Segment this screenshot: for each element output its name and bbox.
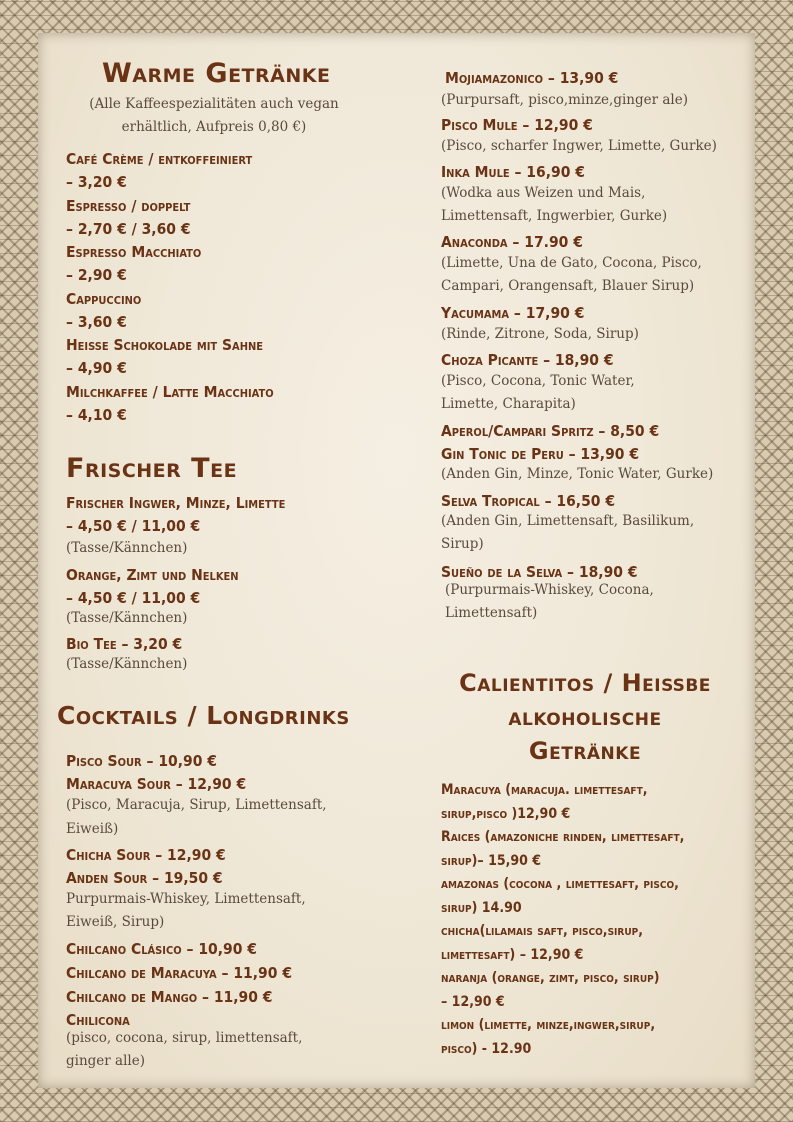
tea-title: Frischer Tee <box>66 453 238 484</box>
cocktail-desc: (Pisco, scharfer Ingwer, Limette, Gurke) <box>441 138 717 154</box>
cocktail-desc: Campari, Orangensaft, Blauer Sirup) <box>441 278 695 294</box>
calientito-line: sirup) 14.90 <box>441 900 522 916</box>
cocktail-desc: (Anden Gin, Limettensaft, Basilikum, <box>441 513 695 529</box>
cocktail-item: Pisco Sour – 10,90 € <box>66 752 217 770</box>
tea-item-3: Bio Tee – 3,20 € <box>66 635 183 653</box>
cocktail-desc: (Wodka aus Weizen und Mais, <box>441 185 646 201</box>
cocktail-desc: Limettensaft, Ingwerbier, Gurke) <box>441 208 668 224</box>
cocktail-item: Gin Tonic de Peru – 13,90 € <box>441 445 640 463</box>
cocktail-item: Chilicona <box>66 1011 130 1029</box>
calientito-line: Maracuya (maracuja. limettesaft, <box>441 782 648 798</box>
tea-item-1-desc: (Tasse/Kännchen) <box>66 540 188 556</box>
cocktail-desc: (Purpurmais-Whiskey, Cocona, <box>445 582 654 598</box>
cocktail-desc: (Rinde, Zitrone, Soda, Sirup) <box>441 326 639 342</box>
warm-item: Milchkaffee / Latte Macchiato <box>66 383 274 401</box>
warm-item: Espresso Macchiato <box>66 243 202 261</box>
cocktails-title: Cocktails / Longdrinks <box>57 701 350 730</box>
warm-item: Heiße Schokolade mit Sahne <box>66 336 264 354</box>
warm-item: Cappuccino <box>66 290 142 308</box>
warm-item: Espresso / doppelt <box>66 197 191 215</box>
cocktail-item: Inka Mule – 16,90 € <box>441 163 585 181</box>
warm-note-line-2: erhältlich, Aufpreis 0,80 €) <box>121 119 307 135</box>
calientito-line: limettesaft) – 12,90 € <box>441 947 584 963</box>
tea-item-2-price: – 4,50 € / 11,00 € <box>66 589 201 607</box>
calientitos-title-line-1: Calientitos / Heißbe <box>459 669 711 697</box>
cocktail-desc: (pisco, cocona, sirup, limettensaft, <box>66 1030 303 1046</box>
cocktail-desc: Limette, Charapita) <box>441 396 576 412</box>
warm-price: – 2,90 € <box>66 266 127 284</box>
calientito-line: sirup,pisco )12,90 € <box>441 806 571 822</box>
calientito-line: pisco) - 12.90 <box>441 1041 532 1057</box>
cocktail-desc: Eiweiß) <box>66 821 119 837</box>
calientitos-title-line-2: alkoholische <box>508 703 662 731</box>
cocktail-item: Chilcano de Mango – 11,90 € <box>66 988 273 1006</box>
cocktail-item: Choza Picante – 18,90 € <box>441 351 614 369</box>
cocktail-item: Maracuya Sour – 12,90 € <box>66 775 247 793</box>
warm-price: – 3,60 € <box>66 313 127 331</box>
warm-price: – 4,90 € <box>66 359 127 377</box>
cocktail-item: Pisco Mule – 12,90 € <box>441 116 593 134</box>
cocktail-desc: (Limette, Una de Gato, Cocona, Pisco, <box>441 255 702 271</box>
cocktail-desc: (Purpursaft, pisco,minze,ginger ale) <box>441 92 688 108</box>
warm-drinks-title: Warme Getränke <box>102 58 331 89</box>
warm-note-line-1: (Alle Kaffeespezialitäten auch vegan <box>89 96 339 112</box>
cocktail-desc: ginger alle) <box>66 1053 145 1069</box>
warm-price: – 4,10 € <box>66 406 127 424</box>
warm-price: – 2,70 € / 3,60 € <box>66 220 191 238</box>
calientito-line: chicha(lilamais saft, pisco,sirup, <box>441 923 643 939</box>
cocktail-item: Anaconda – 17.90 € <box>441 233 583 251</box>
calientito-line: Raices (amazoniche rinden, limettesaft, <box>441 829 685 845</box>
cocktail-item: Anden Sour – 19,50 € <box>66 869 223 887</box>
tea-item-1: Frischer Ingwer, Minze, Limette <box>66 494 286 512</box>
cocktail-desc: Eiweiß, Sirup) <box>66 914 165 930</box>
cocktail-item: Selva Tropical – 16,50 € <box>441 492 616 510</box>
warm-item: Café Crème / entkoffeiniert <box>66 150 253 168</box>
cocktail-item: Aperol/Campari Spritz – 8,50 € <box>441 422 660 440</box>
tea-item-1-price: – 4,50 € / 11,00 € <box>66 517 201 535</box>
cocktail-item: Sueño de la Selva – 18,90 € <box>441 563 638 581</box>
warm-price: – 3,20 € <box>66 173 127 191</box>
cocktail-desc: (Anden Gin, Minze, Tonic Water, Gurke) <box>441 466 714 482</box>
cocktail-item: Chilcano Clásico – 10,90 € <box>66 940 257 958</box>
cocktail-item: Chilcano de Maracuya – 11,90 € <box>66 964 293 982</box>
tea-item-2: Orange, Zimt und Nelken <box>66 566 239 584</box>
calientito-line: – 12,90 € <box>441 994 505 1010</box>
cocktail-desc: (Pisco, Maracuja, Sirup, Limettensaft, <box>66 797 327 813</box>
cocktail-item: Chicha Sour – 12,90 € <box>66 846 226 864</box>
calientito-line: amazonas (cocona , limettesaft, pisco, <box>441 876 679 892</box>
cocktail-desc: (Pisco, Cocona, Tonic Water, <box>441 373 635 389</box>
calientito-line: naranja (orange, zimt, pisco, sirup) <box>441 970 660 986</box>
tea-item-2-desc: (Tasse/Kännchen) <box>66 610 188 626</box>
calientitos-title-line-3: Getränke <box>528 737 642 765</box>
cocktail-desc: Sirup) <box>441 536 484 552</box>
cocktail-item: Mojiamazonico – 13,90 € <box>445 69 619 87</box>
calientito-line: limon (limette, minze,ingwer,sirup, <box>441 1017 656 1033</box>
cocktail-item: Yacumama – 17,90 € <box>441 304 585 322</box>
cocktail-desc: Limettensaft) <box>445 605 538 621</box>
tea-item-3-desc: (Tasse/Kännchen) <box>66 656 188 672</box>
calientito-line: sirup)– 15,90 € <box>441 853 542 869</box>
cocktail-desc: Purpurmais-Whiskey, Limettensaft, <box>66 891 306 907</box>
